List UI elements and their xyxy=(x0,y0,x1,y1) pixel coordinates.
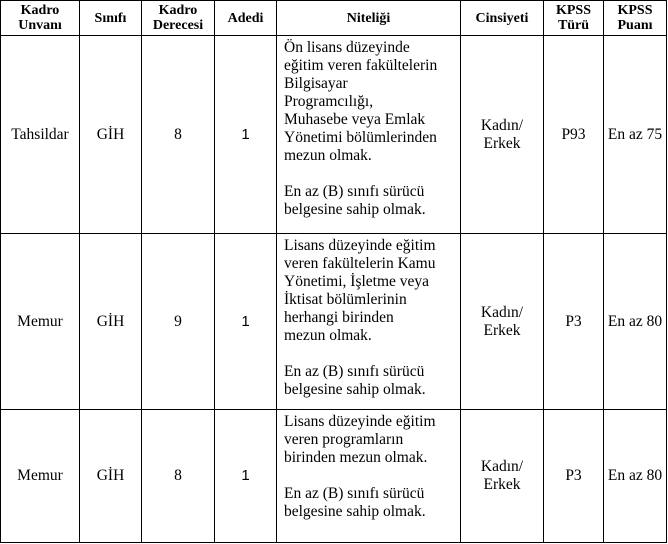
header-kadro-derecesi: Kadro Derecesi xyxy=(142,1,215,36)
header-kpss-puani: KPSS Puanı xyxy=(604,1,667,36)
header-cinsiyeti: Cinsiyeti xyxy=(461,1,544,36)
table-row xyxy=(1,410,667,543)
cell-kpss-turu: P93 xyxy=(544,36,604,234)
cell-unvan: Tahsildar xyxy=(1,36,80,234)
nitelik-paragraph: En az (B) sınıfı sürücü belgesine sahip olmak. xyxy=(284,485,426,520)
cell-kpss-turu: P3 xyxy=(544,234,604,410)
cell-kpss-turu: P3 xyxy=(544,410,604,543)
cell-nitelik xyxy=(277,234,461,410)
cell-sinif: GİH xyxy=(80,410,142,543)
cell-adet: 1 xyxy=(215,234,277,410)
cell-kpss-puani: En az 80 xyxy=(604,234,667,410)
cell-kpss-puani: En az 80 xyxy=(604,410,667,543)
nitelik-paragraph: En az (B) sınıfı sürücü belgesine sahip olmak. xyxy=(284,363,426,398)
cell-cinsiyet: Kadın/ Erkek xyxy=(461,36,544,234)
nitelik-paragraph: Lisans düzeyinde eğitim veren programların birinden mezun olmak. xyxy=(284,413,436,466)
table-row xyxy=(1,36,667,234)
header-kpss-turu: KPSS Türü xyxy=(544,1,604,36)
nitelik-paragraph: Lisans düzeyinde eğitim veren fakültelerin Kamu Yönetimi, İşletme veya İktisat bölümlerinin herhangi birinden mezun olmak. xyxy=(284,237,436,344)
cell-derece: 9 xyxy=(142,234,215,410)
cell-kpss-puani: En az 75 xyxy=(604,36,667,234)
cell-cinsiyet: Kadın/ Erkek xyxy=(461,234,544,410)
header-sinifi: Sınıfı xyxy=(80,1,142,36)
cell-sinif: GİH xyxy=(80,234,142,410)
cell-unvan: Memur xyxy=(1,410,80,543)
cell-nitelik xyxy=(277,410,461,543)
cell-adet: 1 xyxy=(215,410,277,543)
header-row xyxy=(1,1,667,36)
header-adedi: Adedi xyxy=(215,1,277,36)
cell-derece: 8 xyxy=(142,36,215,234)
nitelik-paragraph: Ön lisans düzeyinde eğitim veren fakültelerin Bilgisayar Programcılığı, Muhasebe veya Emlak Yönetimi bölümlerinden mezun olmak. xyxy=(284,39,438,164)
table-row xyxy=(1,234,667,410)
cell-nitelik xyxy=(277,36,461,234)
header-kadro-unvani: Kadro Unvanı xyxy=(1,1,80,36)
cell-derece: 8 xyxy=(142,410,215,543)
cell-sinif: GİH xyxy=(80,36,142,234)
header-niteligi: Niteliği xyxy=(277,1,461,36)
cell-adet: 1 xyxy=(215,36,277,234)
cell-unvan: Memur xyxy=(1,234,80,410)
cell-cinsiyet: Kadın/ Erkek xyxy=(461,410,544,543)
nitelik-paragraph: En az (B) sınıfı sürücü belgesine sahip olmak. xyxy=(284,183,426,218)
